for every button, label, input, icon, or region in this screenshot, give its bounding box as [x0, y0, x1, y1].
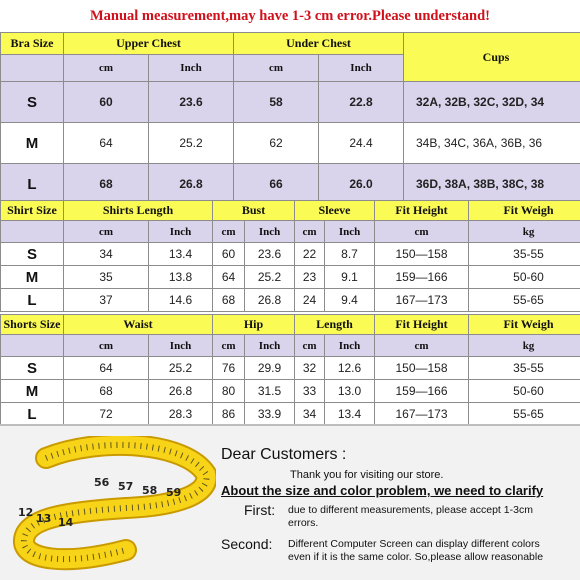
bust-cm: 60	[213, 243, 245, 266]
fit-weight-header: Fit Weigh	[469, 315, 580, 335]
length-inch: 13.4	[325, 403, 375, 426]
sleeve-inch: 9.1	[325, 266, 375, 289]
size-label: L	[1, 289, 64, 312]
length-cm: 32	[295, 357, 325, 380]
upper-chest-cm: 60	[64, 82, 149, 123]
cup-sizes: 32A, 32B, 32C, 32D, 34	[404, 82, 580, 123]
waist-inch: 25.2	[149, 357, 213, 380]
sleeve-cm: 22	[295, 243, 325, 266]
shorts-unit: cm	[375, 335, 469, 357]
bra-size-header: Bra Size	[1, 33, 64, 55]
length-header: Length	[295, 315, 375, 335]
size-label: M	[1, 123, 64, 164]
hip-cm: 80	[213, 380, 245, 403]
thanks-text: Thank you for visiting our store.	[290, 469, 444, 481]
shorts-unit: Inch	[325, 335, 375, 357]
waist-cm: 72	[64, 403, 149, 426]
under-chest-inch: 24.4	[319, 123, 404, 164]
shorts-unit: Inch	[245, 335, 295, 357]
shorts-unit: cm	[213, 335, 245, 357]
shirt-unit: cm	[295, 221, 325, 243]
bust-inch: 23.6	[245, 243, 295, 266]
cup-sizes: 36D, 38A, 38B, 38C, 38	[404, 164, 580, 205]
fit-height-header: Fit Height	[375, 315, 469, 335]
shirt-unit: kg	[469, 221, 580, 243]
table-row	[1, 357, 580, 380]
fit-height: 159—166	[375, 380, 469, 403]
hip-inch: 31.5	[245, 380, 295, 403]
shirts-length-inch: 13.8	[149, 266, 213, 289]
second-label: Second:	[221, 536, 273, 552]
size-label: M	[1, 380, 64, 403]
shirt-unit: cm	[213, 221, 245, 243]
fit-weight: 55-65	[469, 403, 580, 426]
under-chest-inch: 26.0	[319, 164, 404, 205]
upper-chest-cm: 64	[64, 123, 149, 164]
under-chest-cm: 62	[234, 123, 319, 164]
tape-number: 56	[94, 476, 110, 489]
bra-unit-cm: cm	[64, 55, 149, 82]
shirt-size-header: Shirt Size	[1, 201, 64, 221]
under-chest-header: Under Chest	[234, 33, 404, 55]
table-row	[1, 243, 580, 266]
upper-chest-header: Upper Chest	[64, 33, 234, 55]
table-row	[1, 380, 580, 403]
length-inch: 12.6	[325, 357, 375, 380]
shirt-unit: Inch	[245, 221, 295, 243]
sleeve-inch: 9.4	[325, 289, 375, 312]
bust-inch: 25.2	[245, 266, 295, 289]
shirt-unit: cm	[64, 221, 149, 243]
table-row	[1, 403, 580, 426]
bust-cm: 68	[213, 289, 245, 312]
size-label: L	[1, 403, 64, 426]
sleeve-cm: 24	[295, 289, 325, 312]
size-label: L	[1, 164, 64, 205]
tape-number: 59	[166, 486, 182, 499]
tape-number: 13	[36, 512, 52, 525]
fit-height: 159—166	[375, 266, 469, 289]
table-row	[1, 82, 580, 123]
fit-weight: 55-65	[469, 289, 580, 312]
measurement-notice: Manual measurement,may have 1-3 cm error.Please understand!	[89, 8, 491, 24]
length-inch: 13.0	[325, 380, 375, 403]
shorts-unit: cm	[295, 335, 325, 357]
shirts-length-cm: 37	[64, 289, 149, 312]
hip-header: Hip	[213, 315, 295, 335]
under-chest-cm: 58	[234, 82, 319, 123]
fit-weight: 35-55	[469, 357, 580, 380]
cup-sizes: 34B, 34C, 36A, 36B, 36	[404, 123, 580, 164]
length-cm: 34	[295, 403, 325, 426]
customer-notice-panel	[0, 424, 580, 580]
size-label: M	[1, 266, 64, 289]
under-chest-cm: 66	[234, 164, 319, 205]
sleeve-header: Sleeve	[295, 201, 375, 221]
first-text-line: errors.	[288, 517, 319, 529]
size-label: S	[1, 82, 64, 123]
waist-inch: 26.8	[149, 380, 213, 403]
fit-height: 167—173	[375, 289, 469, 312]
tape-number: 57	[118, 480, 134, 493]
tape-number: 58	[142, 484, 158, 497]
shirts-length-cm: 35	[64, 266, 149, 289]
waist-inch: 28.3	[149, 403, 213, 426]
length-cm: 33	[295, 380, 325, 403]
size-label: S	[1, 357, 64, 380]
waist-cm: 64	[64, 357, 149, 380]
sleeve-cm: 23	[295, 266, 325, 289]
waist-cm: 68	[64, 380, 149, 403]
bra-unit-inch: Inch	[149, 55, 234, 82]
first-text-line: due to different measurements, please accept 1-3cm	[288, 504, 533, 516]
fit-height-header: Fit Height	[375, 201, 469, 221]
bra-unit-cm: cm	[234, 55, 319, 82]
cups-header: Cups	[404, 33, 580, 82]
fit-height: 150—158	[375, 243, 469, 266]
table-row	[1, 123, 580, 164]
measuring-tape-icon	[6, 436, 216, 576]
shorts-size-table	[0, 314, 580, 426]
under-chest-inch: 22.8	[319, 82, 404, 123]
shirt-unit-blank	[1, 221, 64, 243]
hip-inch: 33.9	[245, 403, 295, 426]
fit-weight: 50-60	[469, 266, 580, 289]
bra-size-table	[0, 32, 580, 205]
hip-cm: 86	[213, 403, 245, 426]
waist-header: Waist	[64, 315, 213, 335]
fit-weight: 35-55	[469, 243, 580, 266]
shorts-unit: kg	[469, 335, 580, 357]
shirt-unit: Inch	[149, 221, 213, 243]
shorts-size-header: Shorts Size	[1, 315, 64, 335]
shorts-unit-blank	[1, 335, 64, 357]
fit-height: 167—173	[375, 403, 469, 426]
bra-unit-blank	[1, 55, 64, 82]
table-row	[1, 289, 580, 312]
upper-chest-inch: 23.6	[149, 82, 234, 123]
second-text-line: Different Computer Screen can display different colors	[288, 538, 540, 550]
upper-chest-inch: 25.2	[149, 123, 234, 164]
greeting-heading: Dear Customers :	[221, 446, 347, 463]
shirt-size-table	[0, 200, 580, 312]
fit-weight: 50-60	[469, 380, 580, 403]
second-text-line: even if it is the same color. So,please allow reasonable	[288, 551, 544, 563]
shirts-length-cm: 34	[64, 243, 149, 266]
bra-unit-inch: Inch	[319, 55, 404, 82]
first-label: First:	[244, 502, 276, 518]
table-row	[1, 164, 580, 205]
shirt-unit: Inch	[325, 221, 375, 243]
fit-height: 150—158	[375, 357, 469, 380]
fit-weight-header: Fit Weigh	[469, 201, 580, 221]
hip-cm: 76	[213, 357, 245, 380]
shirt-unit: cm	[375, 221, 469, 243]
shirts-length-inch: 13.4	[149, 243, 213, 266]
size-label: S	[1, 243, 64, 266]
bust-inch: 26.8	[245, 289, 295, 312]
shorts-unit: Inch	[149, 335, 213, 357]
upper-chest-inch: 26.8	[149, 164, 234, 205]
tape-number: 12	[18, 506, 34, 519]
shorts-unit: cm	[64, 335, 149, 357]
bust-header: Bust	[213, 201, 295, 221]
tape-number: 14	[58, 516, 74, 529]
hip-inch: 29.9	[245, 357, 295, 380]
bust-cm: 64	[213, 266, 245, 289]
shirts-length-header: Shirts Length	[64, 201, 213, 221]
upper-chest-cm: 68	[64, 164, 149, 205]
shirts-length-inch: 14.6	[149, 289, 213, 312]
table-row	[1, 266, 580, 289]
sleeve-inch: 8.7	[325, 243, 375, 266]
clarify-heading: About the size and color problem, we need to clarify	[221, 483, 544, 498]
